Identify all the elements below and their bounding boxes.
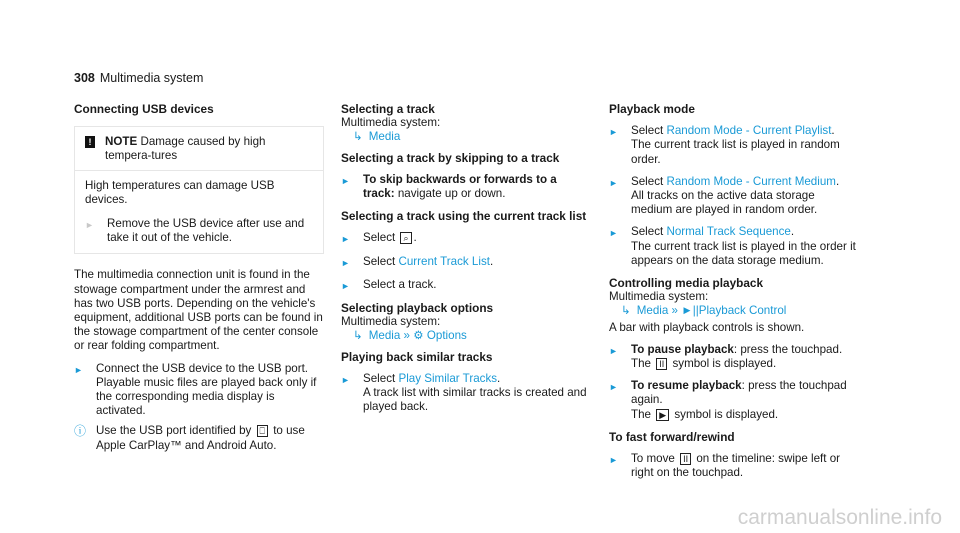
ff-step [609,452,859,480]
note-title: NOTE [105,135,138,149]
path-playback-control: ►||Playback Control [681,304,787,318]
section-heading-select-track: Selecting a track [341,102,435,116]
column-playback [609,102,859,480]
pause-line2-post: symbol is displayed. [672,357,777,371]
hint-pre: Use the USB port identified by [96,424,252,438]
step-arrow-icon: ► [341,257,350,268]
pause-icon: II [680,453,691,465]
usb-hint-text [96,424,324,452]
resume-bold: To resume playback [631,379,742,393]
pause-step-text [631,343,859,371]
path-media: Media [368,130,401,144]
path-media: Media [368,329,401,343]
skip-step-rest: navigate up or down. [397,187,506,201]
normal-sequence-link: Normal Track Sequence [666,225,791,239]
list-step-1-text: Select ⌕ . [363,231,417,245]
usb-hint [74,424,324,452]
similar-step-rest: A track list with similar tracks is created and played back. [363,386,587,414]
select-word: Select [363,254,396,268]
random-medium-link: Random Mode - Current Medium [666,174,836,188]
path-arrow-icon: ↳ [621,304,631,318]
step-arrow-icon: ► [85,220,94,231]
path-arrow-icon: ↳ [353,130,363,144]
step-arrow-icon: ► [341,175,350,186]
current-track-list-link: Current Track List [398,254,490,268]
section-heading-options: Selecting playback options [341,301,494,316]
note-title-text: Damage caused by high tempera-tures [105,135,266,163]
section-heading-usb: Connecting USB devices [74,102,214,116]
ff-pre: To move [631,452,675,466]
resume-step-text [631,379,859,422]
skip-step [341,173,591,201]
path-options: Options [426,329,467,343]
step-arrow-icon: ► [341,280,350,291]
select-word: Select [631,225,664,239]
mode-step-2-rest: All tracks on the active data storage medium are played in random order. [631,189,818,217]
list-step-1 [341,231,591,246]
menu-path [341,130,591,144]
hint-post: to use Apple CarPlay™ and Android Auto. [96,424,305,452]
list-step-2 [341,255,591,270]
list-step-2-text: Select Current Track List. [363,254,494,268]
note-step-text: Remove the USB device after use and take it out of the vehicle. [107,217,305,245]
mode-step-1-rest: The current track list is played in random order. [631,138,840,166]
similar-step-text: Select Play Similar Tracks. A track list with similar tracks is created and played back. [363,371,587,414]
watermark: carmanualsonline.info [737,505,942,529]
mode-step-2-text: Select Random Mode - Current Medium. All tracks on the active data storage medium are played in random order. [631,174,840,217]
note-box [74,126,324,254]
column-tracks [341,102,591,414]
random-playlist-link: Random Mode - Current Playlist [666,124,832,138]
path-media: Media [636,304,669,318]
pause-line2-pre: The [631,357,651,371]
resume-rest: : press the touchpad again. [631,379,847,407]
pause-rest: : press the touchpad. [733,342,843,356]
resume-line2-post: symbol is displayed. [674,407,779,421]
select-word: Select [631,174,664,188]
pause-bold: To pause playback [631,342,734,356]
ff-post: on the timeline: swipe left or right on the touchpad. [631,452,841,480]
note-body-text: High temperatures can damage USB devices. [85,178,275,206]
system-label: Multimedia system: [341,116,441,130]
mode-step-2 [609,175,859,218]
path-separator-icon: » [403,329,410,343]
path-separator-icon: » [671,304,678,318]
resume-step [609,379,859,422]
usb-paragraph: The multimedia connection unit is found in the stowage compartment under the armrest and has two USB ports. Depending on the vehicle's equipment, additional USB ports can be found in the stowage compartment of the center console or rear folding compartment. [74,268,323,353]
usb-step [74,362,324,419]
search-icon: ⌕ [400,232,411,244]
ff-step-text [631,452,859,480]
path-arrow-icon: ↳ [353,329,363,343]
step-arrow-icon: ► [609,345,618,356]
note-step [85,217,313,245]
step-arrow-icon: ► [74,364,83,375]
menu-path [341,329,591,343]
pause-step [609,343,859,371]
column-usb [74,102,324,453]
warning-icon: ! [85,136,95,148]
mode-step-1 [609,124,859,167]
mode-step-1-text: Select Random Mode - Current Playlist. The current track list is played in random order. [631,124,840,166]
similar-step [341,372,591,415]
page-header [74,71,203,85]
play-icon: ▶ [656,409,669,421]
step-arrow-icon: ► [609,177,618,188]
page-number: 308 [74,71,95,85]
select-word: Select [631,124,664,138]
step-arrow-icon: ► [609,382,618,393]
section-heading-playback-mode: Playback mode [609,102,695,116]
step-arrow-icon: ► [609,127,618,138]
note-title-wrap [105,135,313,163]
usb-port-icon: ⎕ [257,425,268,437]
note-body [75,171,323,254]
note-header [75,127,323,170]
menu-path [609,304,859,318]
step-arrow-icon: ► [609,228,618,239]
usb-step-text: Connect the USB device to the USB port. Playable music files are played back only if the corresponding media display is activated. [96,361,317,418]
step-arrow-icon: ► [341,374,350,385]
mode-step-3 [609,225,859,268]
section-heading-fast-forward: To fast forward/rewind [609,429,735,444]
step-arrow-icon: ► [341,234,350,245]
skip-step-bold: To skip backwards or forwards to a track: [363,172,557,201]
system-label: Multimedia system: [341,315,441,329]
section-heading-skip: Selecting a track by skipping to a track [341,150,560,165]
list-step-3-text: Select a track. [363,277,437,291]
select-word: Select [363,231,396,245]
mode-step-3-text: Select Normal Track Sequence. The current track list is played in the order it appears on the data storage medium. [631,225,856,267]
section-heading-controlling: Controlling media playback [609,276,764,291]
step-arrow-icon: ► [609,455,618,466]
section-heading-track-list: Selecting a track using the current track list [341,209,587,224]
page-header-title: Multimedia system [99,71,204,85]
select-word: Select [363,371,396,385]
play-similar-link: Play Similar Tracks [398,371,498,385]
skip-step-text [363,173,591,201]
pause-icon: II [656,358,667,370]
controls-paragraph: A bar with playback controls is shown. [609,320,805,334]
info-icon: ⓘ [74,424,87,439]
list-step-3 [341,278,591,293]
system-label: Multimedia system: [609,290,709,304]
resume-line2-pre: The [631,407,651,421]
mode-step-3-rest: The current track list is played in the order it appears on the data storage medium. [631,239,856,267]
gear-icon: ⚙ [413,329,424,343]
section-heading-similar: Playing back similar tracks [341,349,493,364]
